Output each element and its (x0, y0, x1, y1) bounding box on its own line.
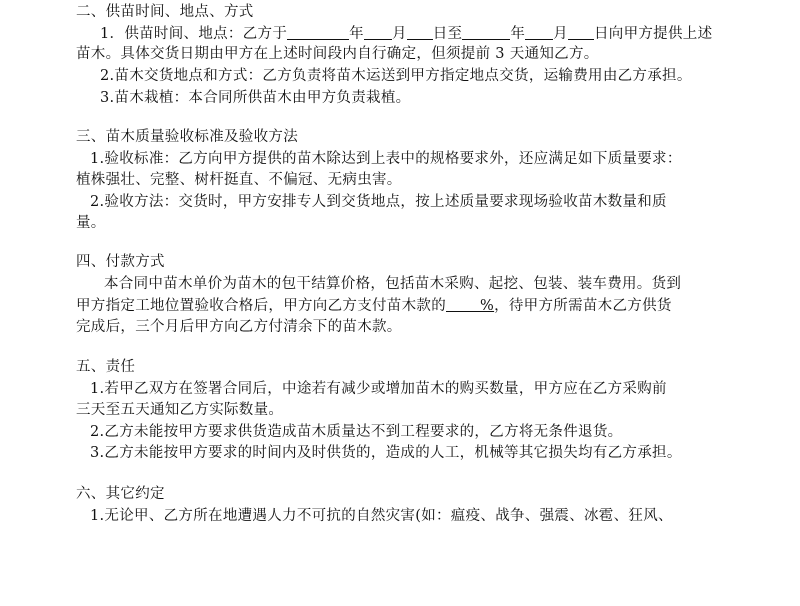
end-month-blank (525, 25, 553, 40)
payment-percent-blank (446, 297, 480, 312)
end-day-label: 日向甲方提供上述 (593, 26, 713, 42)
sec4-para-line3: 完成后，三个月后甲方向乙方付清余下的苗木款。 (76, 319, 402, 335)
sec5-item1-line1: 1.若甲乙双方在签署合同后，中途若有减少或增加苗木的购买数量，甲方应在乙方采购前 (90, 381, 667, 397)
sec4-line2-prefix: 甲方指定工地位置验收合格后，甲方向乙方支付苗木款的 (76, 298, 446, 314)
sec2-item2: 2.苗木交货地点和方式：乙方负责将苗木运送到甲方指定地点交货，运输费用由乙方承担。 (100, 68, 692, 84)
sec2-item3: 3.苗木栽植：本合同所供苗木由甲方负责栽植。 (100, 90, 411, 106)
sec5-item3: 3.乙方未能按甲方要求的时间内及时供货的，造成的人工，机械等其它损失均有乙方承担。 (90, 445, 682, 461)
start-month-label: 月 (391, 26, 407, 42)
end-day-blank (568, 25, 594, 40)
sec4-line2-suffix: ，待甲方所需苗木乙方供货 (494, 298, 672, 314)
section-6-title: 六、其它约定 (76, 486, 165, 502)
section-4-title: 四、付款方式 (76, 254, 165, 270)
sec2-item1-prefix: 1．供苗时间、地点：乙方于 (100, 26, 288, 42)
start-day-label: 日至 (432, 26, 463, 42)
sec2-item1-line1 (100, 24, 712, 44)
end-month-label: 月 (553, 26, 568, 42)
sec3-item1-line2: 植株强壮、完整、树杆挺直、不偏冠、无病虫害。 (76, 172, 402, 188)
end-year-label: 年 (510, 26, 526, 42)
sec5-item2: 2.乙方未能按甲方要求供货造成苗木质量达不到工程要求的，乙方将无条件退货。 (90, 424, 623, 440)
start-month-blank (364, 25, 392, 40)
sec3-item2-line1: 2.验收方法：交货时，甲方安排专人到交货地点，按上述质量要求现场验收苗木数量和质 (90, 194, 667, 210)
sec4-para-line2 (76, 296, 672, 316)
end-year-blank (462, 25, 510, 40)
section-3-title: 三、苗木质量验收标准及验收方法 (76, 129, 298, 145)
sec3-item1-line1: 1.验收标准：乙方向甲方提供的苗木除达到上表中的规格要求外，还应满足如下质量要求： (90, 151, 682, 167)
section-2-title: 二、供苗时间、地点、方式 (76, 4, 254, 20)
payment-percent-sign: % (480, 298, 495, 314)
sec4-para-line1: 本合同中苗木单价为苗木的包干结算价格，包括苗木采购、起挖、包装、装车费用。货到 (104, 276, 682, 292)
sec2-item1-line2: 苗木。具体交货日期由甲方在上述时间段内自行确定，但须提前 3 天通知乙方。 (76, 46, 599, 62)
start-day-blank (407, 25, 433, 40)
sec3-item2-line2: 量。 (76, 215, 106, 231)
start-year-blank (287, 25, 349, 40)
start-year-label: 年 (349, 26, 364, 42)
sec5-item1-line2: 三天至五天通知乙方实际数量。 (76, 402, 284, 418)
section-5-title: 五、责任 (76, 359, 136, 375)
sec6-item1: 1.无论甲、乙方所在地遭遇人力不可抗的自然灾害(如：瘟疫、战争、强震、冰雹、狂风、 (90, 508, 673, 524)
